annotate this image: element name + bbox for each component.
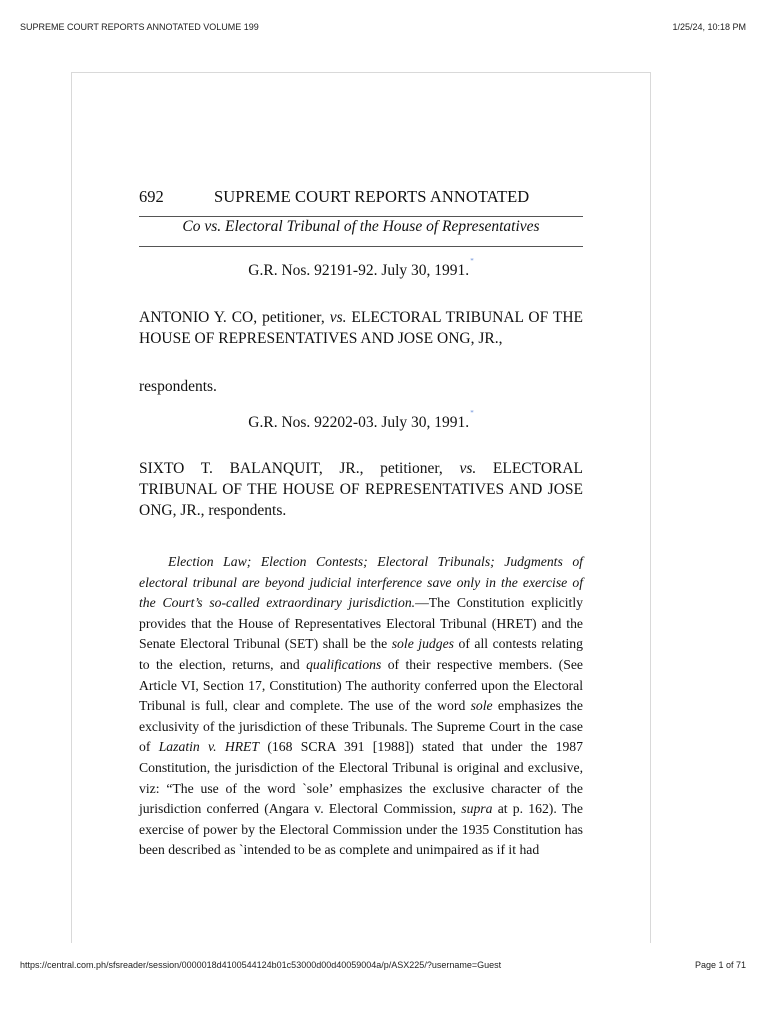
syllabus-emphasis: sole [470, 698, 493, 714]
respondent-2: ELECTORAL TRIBUNAL OF THE HOUSE OF REPRESENTATIVES AND JOSE ONG, JR., respondents. [139, 460, 584, 519]
syllabus-emphasis: qualifications [306, 656, 382, 672]
petitioner-1: ANTONIO Y. CO, petitioner, [139, 309, 330, 326]
respondents-line: respondents. [139, 378, 217, 395]
syllabus-text: of their respective members. (See Article VI, Section 17, Constitution) The authority conferred upon the Electoral Tribunal is full, clear and complete. The use of the word [139, 656, 583, 714]
gr-number-2 [139, 408, 583, 432]
case-header: Co vs. Electoral Tribunal of the House of Representatives [182, 218, 540, 235]
syllabus-text: —The Constitution explicitly provides that the House of Representatives Electoral Tribunal (HRET) and the Senate Electoral Tribunal (SET) shall be the [139, 595, 583, 652]
header-rule-bottom [139, 246, 583, 247]
page-number: 692 [139, 187, 164, 206]
gr-number-2-text: G.R. Nos. 92202-03. July 30, 1991. [248, 414, 470, 431]
syllabus-heading: Election Law; Election Contests; Electoral Tribunals; Judgments of electoral tribunal are beyond judicial interference save only in the exercise of the Court’s so-called extraordinary jurisdiction. [139, 554, 583, 611]
running-title: SUPREME COURT REPORTS ANNOTATED [214, 187, 530, 206]
gr-number-1 [139, 256, 583, 280]
page-url: https://central.com.ph/sfsreader/session/0000018d4100544124b01c53000d00d40059004a/p/ASX225/?username=Guest [20, 960, 502, 970]
footnote-marker-1[interactable]: * [470, 256, 474, 265]
parties-caption-2 [139, 458, 583, 521]
syllabus-emphasis: supra [461, 801, 493, 817]
petitioner-2: SIXTO T. BALANQUIT, JR., petitioner, [139, 460, 460, 477]
syllabus-emphasis: sole judges [391, 636, 455, 652]
syllabus-text: of all contests relating to the election, returns, and [139, 636, 583, 672]
footnote-marker-2[interactable]: * [470, 408, 474, 417]
syllabus-text: at p. 162). The exercise of power by the Electoral Commission under the 1935 Constitution has been described as `intended to be as complete and unimpaired as if it had [139, 801, 584, 858]
running-head [139, 187, 583, 209]
versus-2: vs. [459, 460, 477, 477]
respondent-1: ELECTORAL TRIBUNAL OF THE HOUSE OF REPRESENTATIVES AND JOSE ONG, JR., [139, 309, 584, 347]
document-page [71, 72, 651, 943]
versus-1: vs. [329, 309, 347, 326]
page-counter: Page 1 of 71 [694, 960, 746, 970]
document-volume-title: SUPREME COURT REPORTS ANNOTATED VOLUME 199 [20, 22, 259, 32]
print-timestamp: 1/25/24, 10:18 PM [672, 22, 746, 32]
case-citation: Lazatin v. HRET [158, 739, 260, 755]
syllabus-paragraph [139, 552, 583, 861]
gr-number-1-text: G.R. Nos. 92191-92. July 30, 1991. [248, 262, 470, 279]
header-rule-top [139, 216, 583, 217]
syllabus-text: (168 SCRA 391 [1988]) stated that under the 1987 Constitution, the jurisdiction of the Electoral Tribunal is original and exclusive, viz: “The use of the word `sole’ emphasizes the exclusive character of the jurisdiction conferred (Angara v. Electoral Commission, [139, 739, 583, 817]
syllabus-text: emphasizes the exclusivity of the jurisdiction of these Tribunals. The Supreme Court in the case of [139, 698, 583, 755]
parties-caption-1 [139, 307, 583, 349]
